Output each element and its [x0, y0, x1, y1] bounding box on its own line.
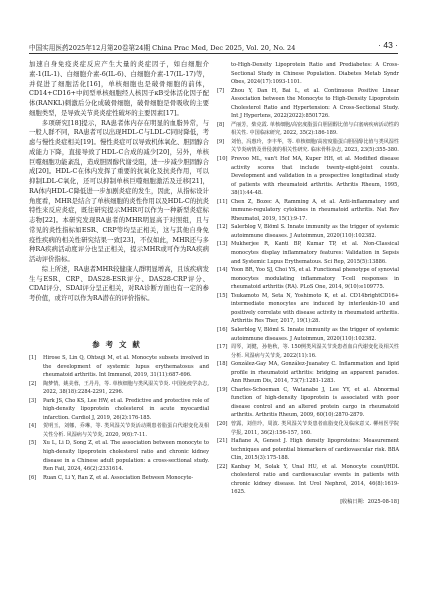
reference-text: González-Gay MA, González-Juanatey C. Inflammation and lipid profile in rheumatoid arthritis: bridging an apparent paradox. Ann Rheum Dis, 2014, 73(7):1281-1283. [231, 361, 399, 385]
reference-item [29, 380, 209, 397]
reference-text: Tsukamoto M, Seta N, Yoshimoto K, et al. CD14brightCD16+ intermediate monocytes are induced by interleukin-10 and positively correlate with disease activity in rheumatoid arthritis. Arthritis Res Ther, 2017, 19(1):28. [231, 292, 399, 325]
reference-item [217, 292, 399, 326]
reference-number: [15] [217, 292, 228, 299]
reference-number: [18] [217, 361, 228, 368]
reference-text: 陶梦情，姚美蓉，王丹丹，等. 单核细胞与类风湿关节炎. 中国免疫学杂志, 2022, 38(18):2284-2291, 2296. [43, 380, 210, 396]
reference-number: [14] [217, 267, 228, 274]
reference-text: Mukherjee R, Kanti BP, Kumar TP, et al. Non-Classical monocytes display inflammatory features: Validation in Sepsis and Systemic Lupus Erythematous. Sci Rep, 2015(5):13886. [231, 241, 399, 265]
reference-text: Charles-Schoeman C, Watanabe J, Lee YY, et al. Abnormal function of high-density lipoprotein is associated with poor disease control and an altered protein cargo in rheumatoid arthritis. Arthritis Rheum, 2009, 60(10):2870-2879. [231, 386, 399, 419]
reference-number: [11] [217, 198, 228, 205]
reference-item [217, 343, 399, 360]
reference-number: [4] [29, 423, 37, 430]
paragraph: 加速自身免疫炎症反应产生大量的炎症因子，如白细胞介素-1(IL-1)、白细胞介素-6(IL-6)、白细胞介素-17(IL-17)等，并促进了细胞活化[16]，单核细胞也是破骨细胞的前体，CD14+CD16+中间型单核细胞经人核因子κB受体活化因子配体(RANKL)刺激后分化成破骨细胞，破骨细胞是骨吸收的主要细胞类型，是导致关节炎炎症性破坏的主要因素[17]。 [29, 60, 209, 117]
reference-continuation [217, 61, 399, 87]
reference-item [29, 354, 209, 380]
reference-number: [9] [217, 138, 225, 145]
reference-item [217, 326, 399, 343]
reference-item [29, 474, 209, 483]
reference-number: [22] [217, 463, 228, 470]
reference-number: [8] [217, 121, 225, 128]
reference-item [29, 439, 209, 473]
reference-number: [2] [29, 380, 37, 387]
reference-item [217, 386, 399, 420]
reference-item [217, 437, 399, 463]
reference-number: [19] [217, 386, 228, 393]
reference-item [217, 240, 399, 266]
reference-number: [10] [217, 156, 228, 163]
reference-item [217, 155, 399, 198]
body-text [29, 60, 209, 304]
reference-text: 曾露，刘佳玲，周波. 类风湿关节炎患者血脂变化及临床意义. 柳州医学院学报, 2011, 36(2):156-157, 160. [231, 420, 399, 436]
reference-text: Hirose S, Lin Q, Ohtsuji M, et al. Monocyte subsets involved in the development of systemic lupus erythematosus and rheumatoid arthritis. Int Immunol, 2019, 31(11):687-696. [43, 355, 209, 379]
reference-item [217, 463, 399, 497]
reference-text: Zhou Y, Dan H, Bai L, et al. Continuous Positive Linear Association between the Monocyte to High-Density Lipoprotein Cholesterol Ratio and Hypertension: A Cross-Sectional Study. Int J Hypertens, 2022(2022):8501726. [231, 87, 399, 120]
reference-item [217, 121, 399, 138]
reference-item [29, 422, 209, 439]
journal-citation: 中国实用医药2025年12月第20卷第24期 China Prac Med, Dec 2025, Vol. 20, No. 24 [29, 44, 296, 52]
reference-item [29, 397, 209, 423]
reference-number: [20] [217, 420, 228, 427]
page-number: · 43 · [378, 40, 398, 50]
reference-text: Prevoo ML, van't Hof MA, Kuper HH, et al. Modified disease activity scores that include twenty-eight-joint counts. Development and validation in a prospective longitudinal study of patients with rheumatoid arthritis. Arthritis Rheum, 1995, 38(1):44-48. [231, 156, 399, 197]
reference-text: 严丽芳，柴克霞. 单核细胞/高密度脂蛋白胆固醇比值与白塞病疾病活动性的相关性. 中国临床研究, 2022, 35(2):186-189. [231, 121, 399, 137]
running-header [29, 41, 398, 53]
reference-number: [12] [217, 224, 228, 231]
reference-number: [6] [29, 474, 37, 481]
reference-text: Ruan C, Li Y, Ran Z, et al. Association Between Monocyte- [43, 474, 194, 481]
reference-number: [1] [29, 355, 37, 361]
reference-number: [16] [217, 326, 228, 333]
reference-number: [3] [29, 397, 37, 404]
reference-text: Yoon BR, Yoo SJ, Choi YS, et al. Functional phenotype of synovial monocytes modulating inflammatory T-cell responses in rheumatoid arthritis (RA). PLoS One, 2014, 9(10):e109775. [231, 267, 399, 291]
reference-text: Xu L, Li D, Song Z, et al. The association between monocyte to high-density lipoprotein cholesterol ratio and chronic kidney disease in a Chinese adult population: a cross-sectional study. Ren Fail, 2024, 46(2):2331614. [43, 440, 209, 473]
reference-text: Salerblog V, Blöml S. Innate immunity as the trigger of systemic autoimmune diseases. J Autoimmun, 2020(110):102382. [231, 326, 399, 342]
paragraph: 综上所述，RA患者MHR较健康人群明显增高，且该疾病发生与ESR、CRP、DAS28-ESR评分、DAS28-CRP评分、CDAI评分、SDAI评分呈正相关，对RA诊断方面也有一定的参考价值，或许可以作为RA潜在的评价指标。 [29, 264, 209, 302]
reference-number: [17] [217, 344, 228, 351]
reference-item [217, 198, 399, 224]
reference-text: Salerblog V, Blöml S. Innate immunity as the trigger of systemic autoimmune diseases. J Autoimmun, 2020(110):102382. [231, 224, 399, 239]
reference-number: [5] [29, 440, 37, 447]
reference-number: [13] [217, 241, 228, 248]
reference-item [217, 420, 399, 437]
reference-text: Chen Z, Bozec A, Ramming A, et al. Anti-inflammatory and immune-regulatory cytokines in rheumatoid arthritis. Nat Rev Rheumatol, 2019, 15(1):9-17. [231, 198, 399, 222]
reference-text: to-High-Density Lipoprotein Ratio and Prediabetes: A Cross-Sectional Study in Chinese Population. Diabetes Metab Syndr Obes, 2024(17):1093-1101. [231, 62, 399, 86]
reference-item [217, 360, 399, 386]
references-list-left [29, 354, 209, 482]
header-rule [29, 53, 398, 54]
reference-item [217, 223, 399, 240]
paragraph: 多项研究[18]提示，RA患者体内存在明显的血脂异常，与一般人群不同，RA患者可以出现HDL-C与LDL-C同时降低，考虑与慢性炎症相关[19]。慢性炎症可以导致机体氧化、胆固醇合成能力下降，直接导致了HDL-C合成的减少[20]，另外，单核巨噬细胞功能紊乱，造成胆固醇代谢受阻，进一步减少胆固醇合成[20]。HDL-C在体内发挥了重要的抗氧化及抗炎作用，可以抑制LDL-C氧化，还可以抑制单核巨噬细胞激活及迁移[21]，RA体内HDL-C降低进一步加剧炎症的发生，因此，从指标设计角度看，MHR是结合了单核细胞的炎性作用以及HDL-C的抗炎特性来反应炎症，既往研究提示MHR可以作为一种新型炎症标志物[22]。本研究发现RA患者的MHR明显高于对照组，且与常见的炎性指标如ESR、CRP等均呈正相关，这与其他自身免疫性疾病的相关性研究结果一致[23]，不仅如此，MHR还与多种RA疾病活动度评分也呈正相关，提示MHR或可作为RA疾病活动评价指标。 [29, 118, 209, 263]
reference-item [217, 266, 399, 292]
reference-text: 周琴，刘健，孙艳秋，等. 150例类风湿关节炎患者血白代谢变化及相关性分析. 风湿病与关节炎, 2022(11):16. [231, 344, 399, 359]
reference-text: Park JS, Cho KS, Lee HW, et al. Predictive and protective role of high-density lipoprotein cholesterol in acute myocardial infarction. Cardiol J, 2019, 26(2):176-185. [43, 397, 209, 421]
reference-number: [7] [217, 87, 225, 94]
references-list-right [217, 61, 399, 505]
reference-text: Kanbay M, Solak Y, Unal HU, et al. Monocyte count/HDL cholesterol ratio and cardiovascular events in patients with chronic kidney disease. Int Urol Nephrol, 2014, 46(8):1619-1625. [231, 463, 399, 496]
reference-number: [21] [217, 438, 228, 445]
reference-item [217, 138, 399, 155]
reference-text: Hafiane A, Genest J. High density lipoproteins: Measurement techniques and potential biomarkers of cardiovascular risk. BBA Clin, 2015(3):175-188. [231, 438, 399, 462]
references-heading: 参考文献 [92, 340, 146, 349]
reference-item [217, 87, 399, 121]
received-date: [收稿日期：2025-08-18] [340, 498, 399, 505]
reference-text: 贺明玉，刘娜，乔琳，等. 类风湿关节炎活动期患者脂蛋白代谢变化及相关性分析. 风湿病与关节炎, 2020, 9(6):7-11. [43, 423, 209, 438]
reference-text: 刘怡，冯惠玲，李丰华，等. 单核细胞/高密度脂蛋白胆固醇比值与类风湿性关节炎病情及骨侵袭的相关性研究. 临床骨科杂志, 2023, 23(5):355-380. [231, 138, 399, 154]
